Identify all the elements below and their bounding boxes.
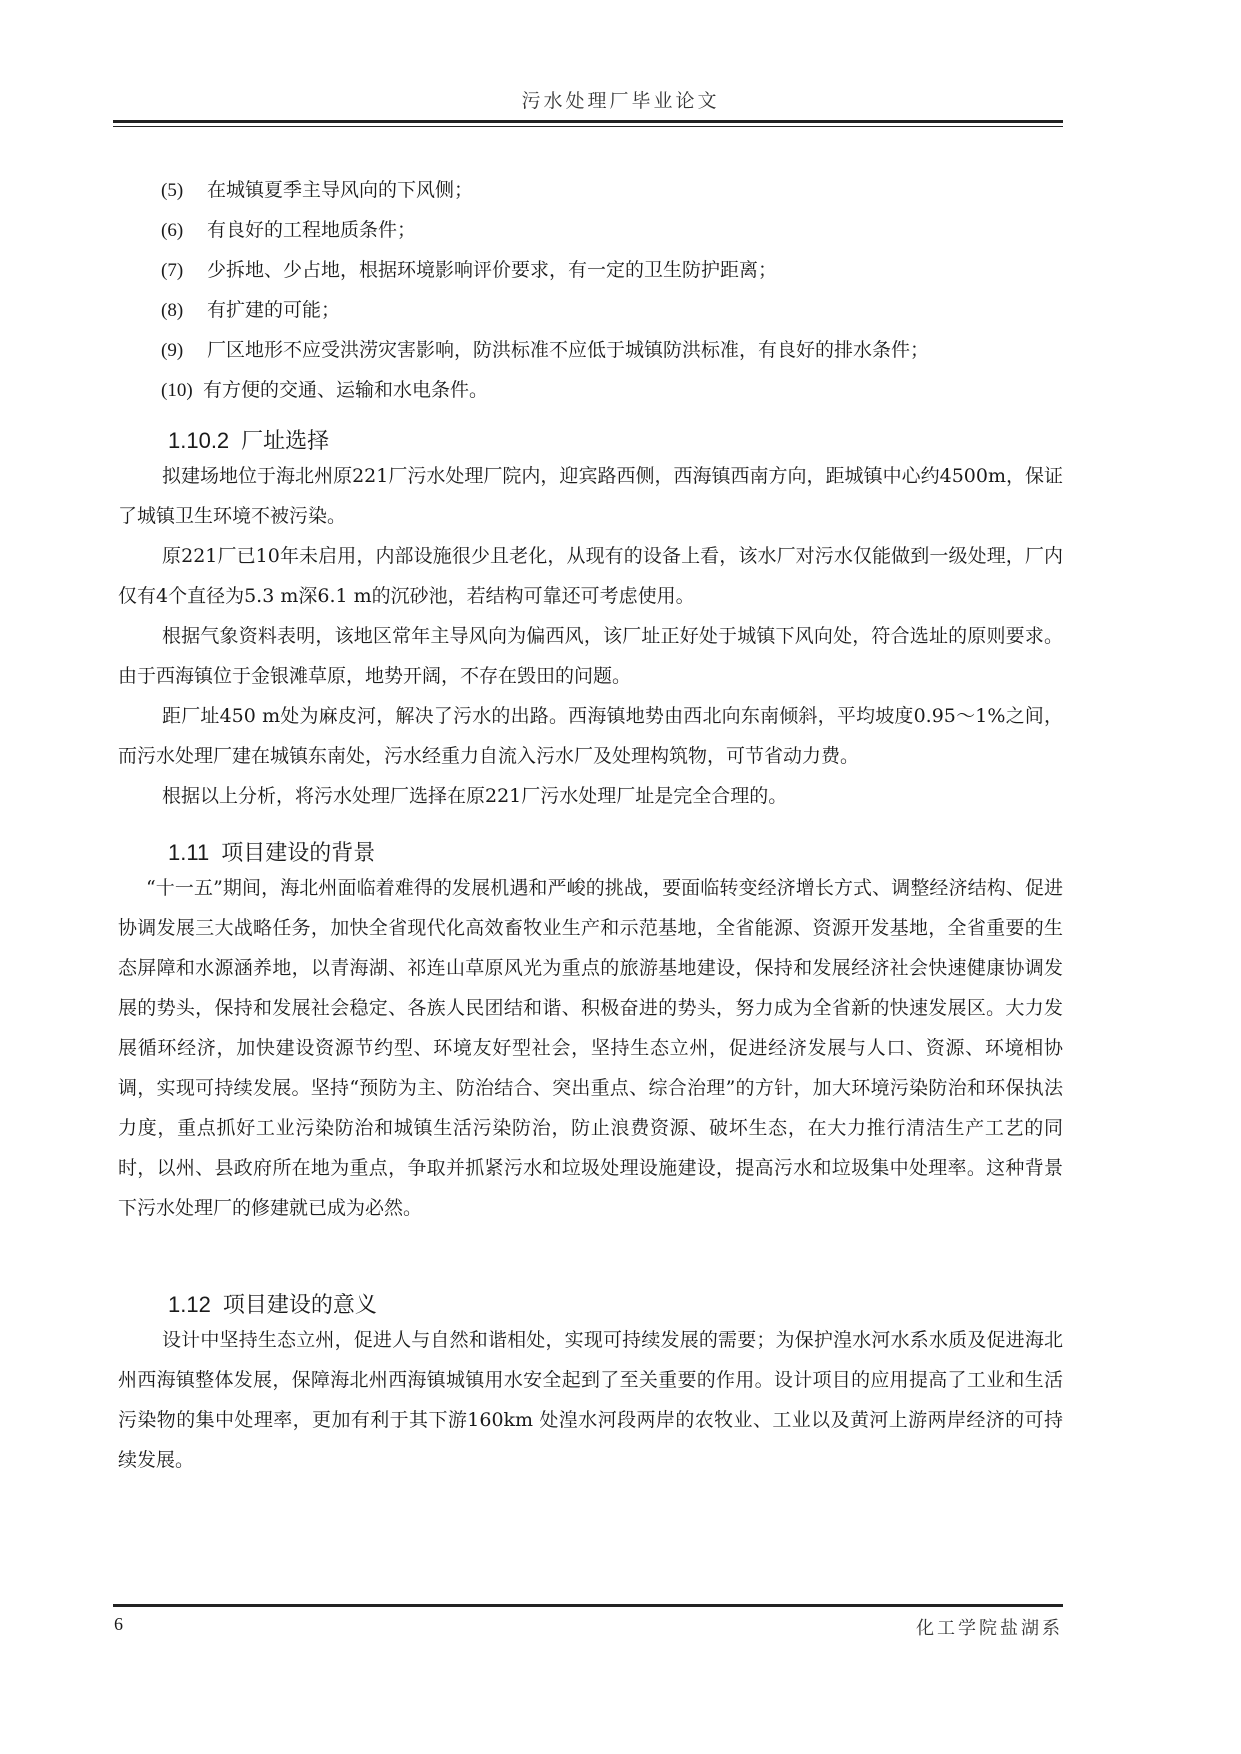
section-heading-significance: [168, 1288, 377, 1319]
footer-rule: [113, 1604, 1063, 1607]
list-item: [161, 330, 1061, 370]
list-item: [161, 370, 1061, 410]
section-heading-site-selection: [168, 424, 329, 455]
paragraph: 设计中坚持生态立州，促进人与自然和谐相处，实现可持续发展的需要；为保护湟水河水系水质及促进海北州西海镇整体发展，保障海北州西海镇城镇用水安全起到了至关重要的作用。设计项目的应用提高了工业和生活污染物的集中处理率，更加有利于其下游160km 处湟水河段两岸的农牧业、工业以及黄河上游两岸经济的可持续发展。: [118, 1329, 1063, 1471]
list-item: [161, 290, 1061, 330]
list-item: [161, 210, 1061, 250]
list-item-number: (10): [161, 380, 193, 401]
paragraph: 根据气象资料表明，该地区常年主导风向为偏西风，该厂址正好处于城镇下风向处，符合选址的原则要求。由于西海镇位于金银滩草原，地势开阔，不存在毁田的问题。: [118, 625, 1063, 687]
page-header-title: 污水处理厂毕业论文: [521, 90, 720, 112]
footer-department: 化工学院盐湖系: [916, 1618, 1063, 1639]
header-rule-thin: [113, 126, 1063, 127]
list-item-text: 有扩建的可能；: [207, 299, 341, 321]
list-item-text: 有良好的工程地质条件；: [207, 219, 417, 241]
list-item-text: 少拆地、少占地，根据环境影响评价要求，有一定的卫生防护距离；: [207, 259, 778, 281]
list-item-text: 在城镇夏季主导风向的下风侧；: [207, 179, 474, 201]
list-item-number: (5): [161, 180, 184, 201]
section-title: 厂址选择: [241, 429, 330, 454]
section-title: 项目建设的意义: [222, 1293, 377, 1318]
list-item-number: (9): [161, 340, 184, 361]
paragraph: 拟建场地位于海北州原221厂污水处理厂院内，迎宾路西侧，西海镇西南方向，距城镇中心约4500m，保证了城镇卫生环境不被污染。: [118, 465, 1063, 527]
header-rule: [113, 120, 1063, 123]
page-number: 6: [114, 1614, 123, 1634]
paragraph: 原221厂已10年未启用，内部设施很少且老化，从现有的设备上看，该水厂对污水仅能做到一级处理，厂内仅有4个直径为5.3 m深6.1 m的沉砂池，若结构可靠还可考虑使用。: [118, 545, 1063, 607]
list-item-number: (8): [161, 300, 184, 321]
list-item: [161, 170, 1061, 210]
section-heading-background: [168, 836, 375, 867]
list-item: [161, 250, 1061, 290]
section-number: 1.10.2: [168, 428, 230, 453]
paragraph: 根据以上分析，将污水处理厂选择在原221厂污水处理厂址是完全合理的。: [162, 785, 788, 807]
list-item-text: 有方便的交通、运输和水电条件。: [203, 379, 489, 401]
paragraph: “十一五”期间，海北州面临着难得的发展机遇和严峻的挑战，要面临转变经济增长方式、调整经济结构、促进协调发展三大战略任务，加快全省现代化高效畜牧业生产和示范基地，全省能源、资源开发基地，全省重要的生态屏障和水源涵养地，以青海湖、祁连山草原风光为重点的旅游基地建设，保持和发展经济社会快速健康协调发展的势头，保持和发展社会稳定、各族人民团结和谐、积极奋进的势头，努力成为全省新的快速发展区。大力发展循环经济，加快建设资源节约型、环境友好型社会，坚持生态立州，促进经济发展与人口、资源、环境相协调，实现可持续发展。坚持“预防为主、防治结合、突出重点、综合治理”的方针，加大环境污染防治和环保执法力度，重点抓好工业污染防治和城镇生活污染防治，防止浪费资源、破坏生态，在大力推行清洁生产工艺的同时，以州、县政府所在地为重点，争取并抓紧污水和垃圾处理设施建设，提高污水和垃圾集中处理率。这种背景下污水处理厂的修建就已成为必然。: [118, 877, 1063, 1219]
paragraph: 距厂址450 m处为麻皮河，解决了污水的出路。西海镇地势由西北向东南倾斜，平均坡度0.95～1%之间，而污水处理厂建在城镇东南处，污水经重力自流入污水厂及处理构筑物，可节省动力费。: [118, 705, 1063, 767]
section-number: 1.11: [168, 840, 210, 865]
section-title: 项目建设的背景: [221, 841, 376, 866]
section-number: 1.12: [168, 1292, 211, 1317]
list-item-number: (7): [161, 260, 184, 281]
list-item-text: 厂区地形不应受洪涝灾害影响，防洪标准不应低于城镇防洪标准，有良好的排水条件；: [207, 339, 930, 361]
list-item-number: (6): [161, 220, 184, 241]
requirements-list: [161, 170, 1061, 410]
